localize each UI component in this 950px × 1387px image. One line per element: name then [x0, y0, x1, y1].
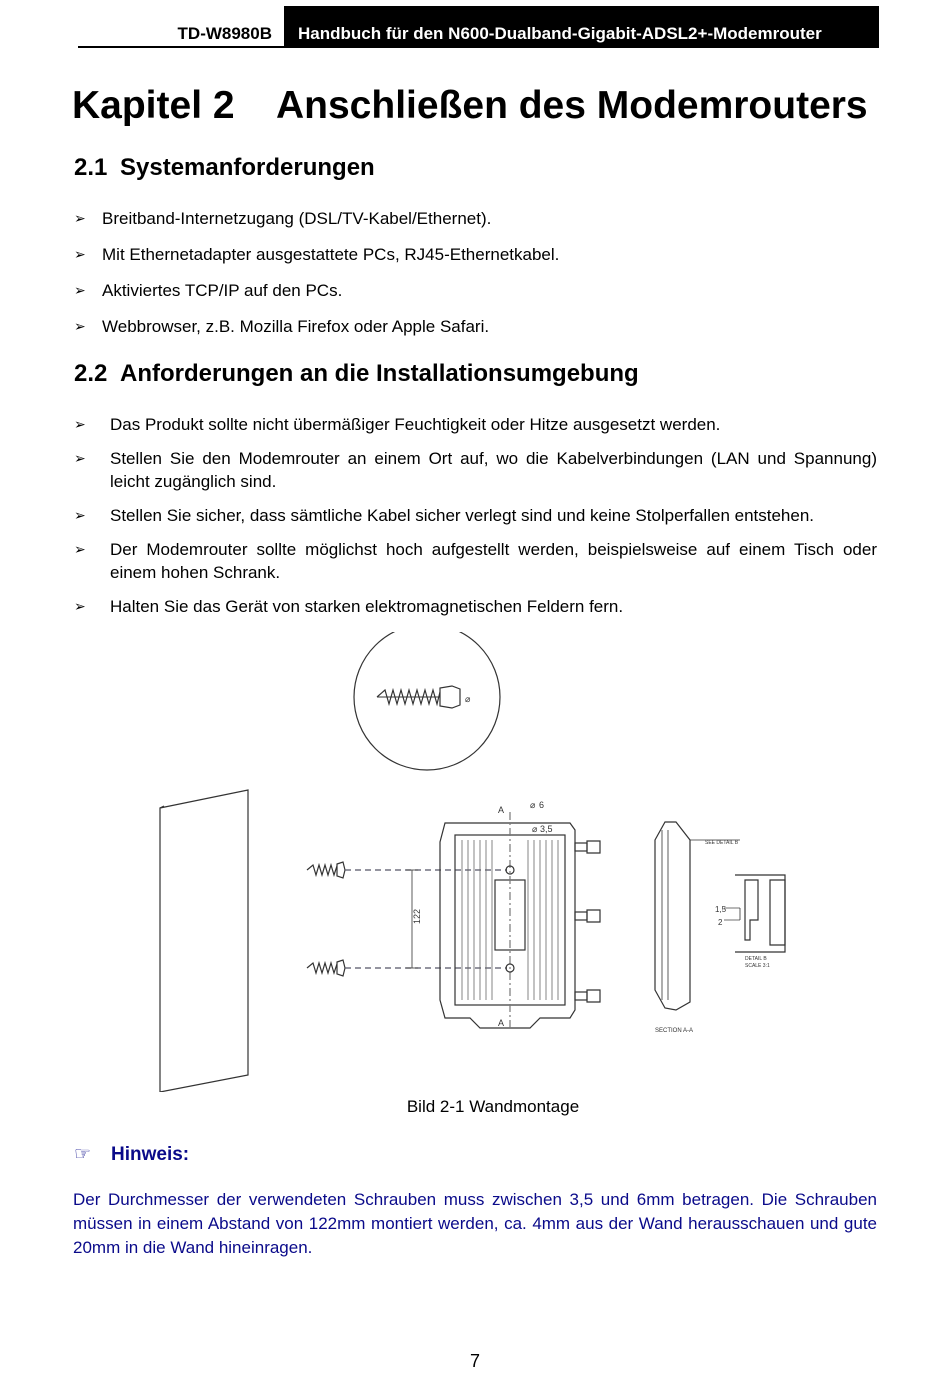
- arrow-bullet-icon: ➢: [74, 318, 86, 334]
- arrow-bullet-icon: ➢: [74, 598, 86, 614]
- list-item: ➢ Halten Sie das Gerät von starken elektromagnetischen Feldern fern.: [74, 597, 624, 616]
- arrow-bullet-icon: ➢: [74, 541, 86, 557]
- label-scale: SCALE 3:1: [745, 963, 770, 969]
- list-item: ➢ Das Produkt sollte nicht übermäßiger Feuchtigkeit oder Hitze ausgesetzt werden.: [74, 415, 721, 434]
- label-dim-phi: ⌀: [530, 800, 536, 810]
- note-heading-label: Hinweis:: [111, 1144, 190, 1165]
- arrow-bullet-icon: ➢: [74, 210, 86, 226]
- header-model: TD-W8980B: [78, 6, 284, 48]
- chapter-number: Kapitel 2: [72, 84, 235, 127]
- page-number: 7: [469, 1351, 480, 1371]
- label-dim-35: 3,5: [540, 824, 553, 834]
- chapter-title: Anschließen des Modemrouters: [276, 84, 868, 127]
- screw-icon: [377, 686, 460, 708]
- label-dim-phi-2: ⌀: [532, 824, 538, 834]
- note-text: Der Durchmesser der verwendeten Schrauben muss zwischen 3,5 und 6mm betragen. Die Schrauben müssen in einem Abstand von 122mm montiert werden, ca. 4mm aus der Wand herausschauen und gute 20mm in die Wand hineinragen.: [73, 1190, 877, 1257]
- wall-screw-top: [307, 862, 345, 878]
- detail-b-view: [724, 875, 785, 952]
- list-item: ➢ Breitband-Internetzugang (DSL/TV-Kabel/Ethernet).: [74, 209, 492, 228]
- label-dim-122: 122: [412, 908, 422, 924]
- wall-mount-figure: [150, 632, 800, 1092]
- list-item: ➢ Webbrowser, z.B. Mozilla Firefox oder Apple Safari.: [74, 317, 490, 336]
- section-number: 2.1: [74, 154, 108, 181]
- requirements-list: [74, 207, 874, 351]
- list-item: ➢ Stellen Sie den Modemrouter an einem Ort auf, wo die Kabelverbindungen (LAN und Spannung) leicht zugänglich sind.: [74, 449, 877, 491]
- label-dim-6: 6: [539, 800, 545, 810]
- label-dim-2: 2: [718, 918, 723, 927]
- chapter-heading: [72, 84, 868, 128]
- section-heading-2-2: [74, 360, 639, 388]
- section-title: Anforderungen an die Installationsumgebung: [120, 360, 639, 387]
- header-title: Handbuch für den N600-Dualband-Gigabit-ADSL2+-Modemrouter: [284, 6, 879, 48]
- pointing-hand-icon: ☞: [74, 1144, 92, 1165]
- list-item: ➢ Der Modemrouter sollte möglichst hoch aufgestellt werden, beispielsweise auf einem Tisch oder einem hohen Schrank.: [74, 540, 877, 582]
- arrow-bullet-icon: ➢: [74, 507, 86, 523]
- screw-detail-circle: [354, 632, 500, 770]
- section-heading-2-1: [74, 154, 375, 182]
- list-item: ➢ Stellen Sie sicher, dass sämtliche Kabel sicher verlegt sind und keine Stolperfallen entstehen.: [74, 506, 815, 525]
- label-detail-b: DETAIL B: [745, 956, 767, 962]
- label-section-a-bottom: A: [498, 1018, 505, 1028]
- list-item: ➢ Mit Ethernetadapter ausgestattete PCs, RJ45-Ethernetkabel.: [74, 245, 560, 264]
- note-heading: [74, 1143, 189, 1166]
- arrow-bullet-icon: ➢: [74, 450, 86, 466]
- section-number: 2.2: [74, 360, 108, 387]
- label-section-aa: SECTION A-A: [655, 1028, 694, 1034]
- router-antennas: [575, 841, 600, 1002]
- figure-caption: Bild 2-1 Wandmontage: [406, 1097, 580, 1116]
- list-item: ➢ Aktiviertes TCP/IP auf den PCs.: [74, 281, 343, 300]
- environment-list: [74, 413, 877, 629]
- arrow-bullet-icon: ➢: [74, 246, 86, 262]
- page-header: [78, 6, 879, 48]
- wall-screw-bottom: [307, 960, 345, 976]
- wall-panel: [160, 790, 248, 1092]
- router-bottom-view: [440, 812, 575, 1028]
- section-title: Systemanforderungen: [120, 154, 375, 181]
- label-section-a-top: A: [498, 805, 505, 815]
- label-see-detail: SEE DETAIL B: [705, 840, 739, 846]
- svg-text:⌀: ⌀: [465, 694, 471, 704]
- label-dim-15: 1,5: [715, 905, 727, 914]
- arrow-bullet-icon: ➢: [74, 282, 86, 298]
- arrow-bullet-icon: ➢: [74, 416, 86, 432]
- router-side-section: [655, 822, 740, 1010]
